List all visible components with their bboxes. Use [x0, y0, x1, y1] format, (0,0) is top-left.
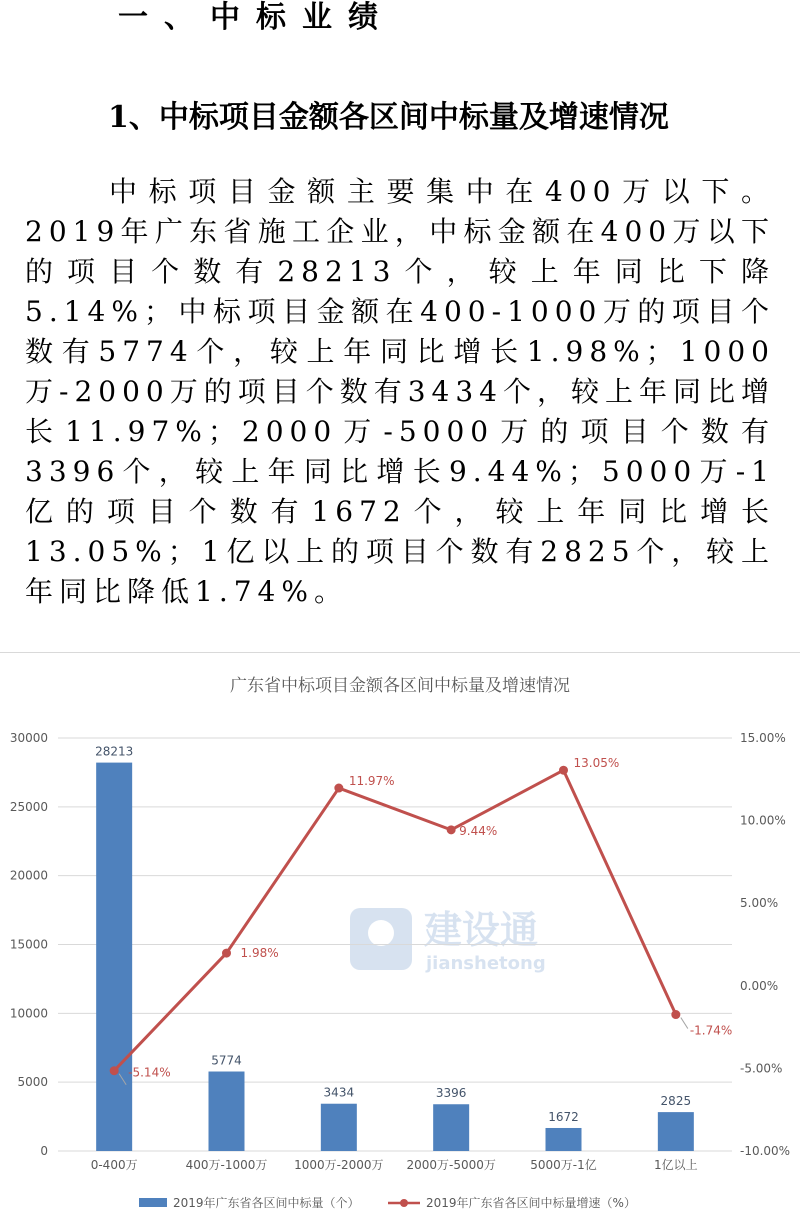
bar-data-label: 2825 [660, 1094, 692, 1109]
bar-data-label: 3434 [323, 1085, 355, 1100]
legend [139, 1195, 636, 1210]
y-left-tick-label: 10000 [9, 1006, 48, 1021]
x-tick-label: 1000万-2000万 [294, 1158, 384, 1172]
bar [96, 763, 132, 1151]
watermark-logo-head [368, 920, 394, 946]
chart-title: 广东省中标项目金额各区间中标量及增速情况 [230, 676, 570, 696]
watermark-subtext: jianshetong [426, 953, 546, 974]
line-point [110, 1066, 119, 1075]
y-right-tick-label: -10.00% [740, 1144, 791, 1158]
body-paragraph: 中标项目金额主要集中在400万以下。2019年广东省施工企业，中标金额在400万以下的项目个数有28213个，较上年同比下降5.14%；中标项目金额在400-1000万的项目个数有5774个，较上年同比增长1.98%；1000万-2000万的项目个数有3434个，较上年同比增长11.97%；2000万-5000万的项目个数有3396个，较上年同比增长9.44%；5000万-1亿的项目个数有1672个，较上年同比增长13.05%；1亿以上的项目个数有2825个，较上年同比降低1.74%。 [25, 175, 775, 608]
bar [321, 1104, 357, 1151]
y-left-tick-label: 30000 [9, 731, 48, 745]
line-data-label: 11.97% [348, 774, 395, 789]
x-tick-label: 0-400万 [90, 1158, 138, 1172]
y-right-tick-label: 15.00% [740, 731, 786, 745]
bar [433, 1104, 469, 1151]
bar-data-label: 1672 [548, 1109, 579, 1124]
y-left-tick-label: 20000 [9, 868, 48, 883]
x-tick-label: 1亿以上 [654, 1158, 698, 1172]
y-right-tick-label: 10.00% [740, 813, 786, 828]
line-point [334, 784, 343, 793]
line-data-label: 9.44% [459, 823, 498, 838]
y-left-tick-label: 15000 [9, 937, 48, 952]
legend-line-marker [400, 1199, 408, 1207]
bar [546, 1128, 582, 1151]
section-heading: 一、中标业绩 [118, 0, 394, 35]
watermark-text: 建设通 [424, 908, 539, 952]
bar-data-label: 3396 [435, 1086, 467, 1101]
y-right-tick-label: 5.00% [740, 896, 779, 911]
bar-data-label: 5774 [211, 1053, 242, 1068]
x-tick-label: 2000万-5000万 [406, 1158, 496, 1172]
legend-bar-swatch [139, 1198, 167, 1207]
line-data-label: -5.14% [128, 1065, 171, 1080]
y-right-tick-label: 0.00% [740, 978, 779, 993]
y-left-tick-label: 5000 [17, 1075, 48, 1090]
line-data-label: 13.05% [573, 756, 620, 771]
line-point [447, 825, 456, 834]
legend-line-label: 2019年广东省各区间中标量增速（%） [426, 1196, 636, 1210]
line-data-label: 1.98% [240, 946, 279, 961]
label-leader [681, 1018, 688, 1029]
bar-data-label: 28213 [95, 744, 134, 759]
line-point [671, 1010, 680, 1019]
legend-bar-label: 2019年广东省各区间中标量（个） [173, 1196, 360, 1210]
chart-container [0, 652, 800, 1226]
combo-chart [0, 653, 800, 1227]
x-tick-label: 5000万-1亿 [530, 1158, 597, 1172]
line-point [222, 949, 231, 958]
line-data-label: -1.74% [689, 1023, 733, 1038]
bar [658, 1112, 694, 1151]
line-point [559, 766, 568, 775]
subsection-heading: 1、中标项目金额各区间中标量及增速情况 [108, 100, 669, 135]
y-left-tick-label: 0 [40, 1144, 48, 1158]
watermark [350, 908, 546, 974]
y-right-tick-label: -5.00% [740, 1061, 783, 1076]
x-tick-label: 400万-1000万 [185, 1158, 268, 1172]
bar [209, 1072, 245, 1151]
y-left-tick-label: 25000 [9, 799, 48, 814]
